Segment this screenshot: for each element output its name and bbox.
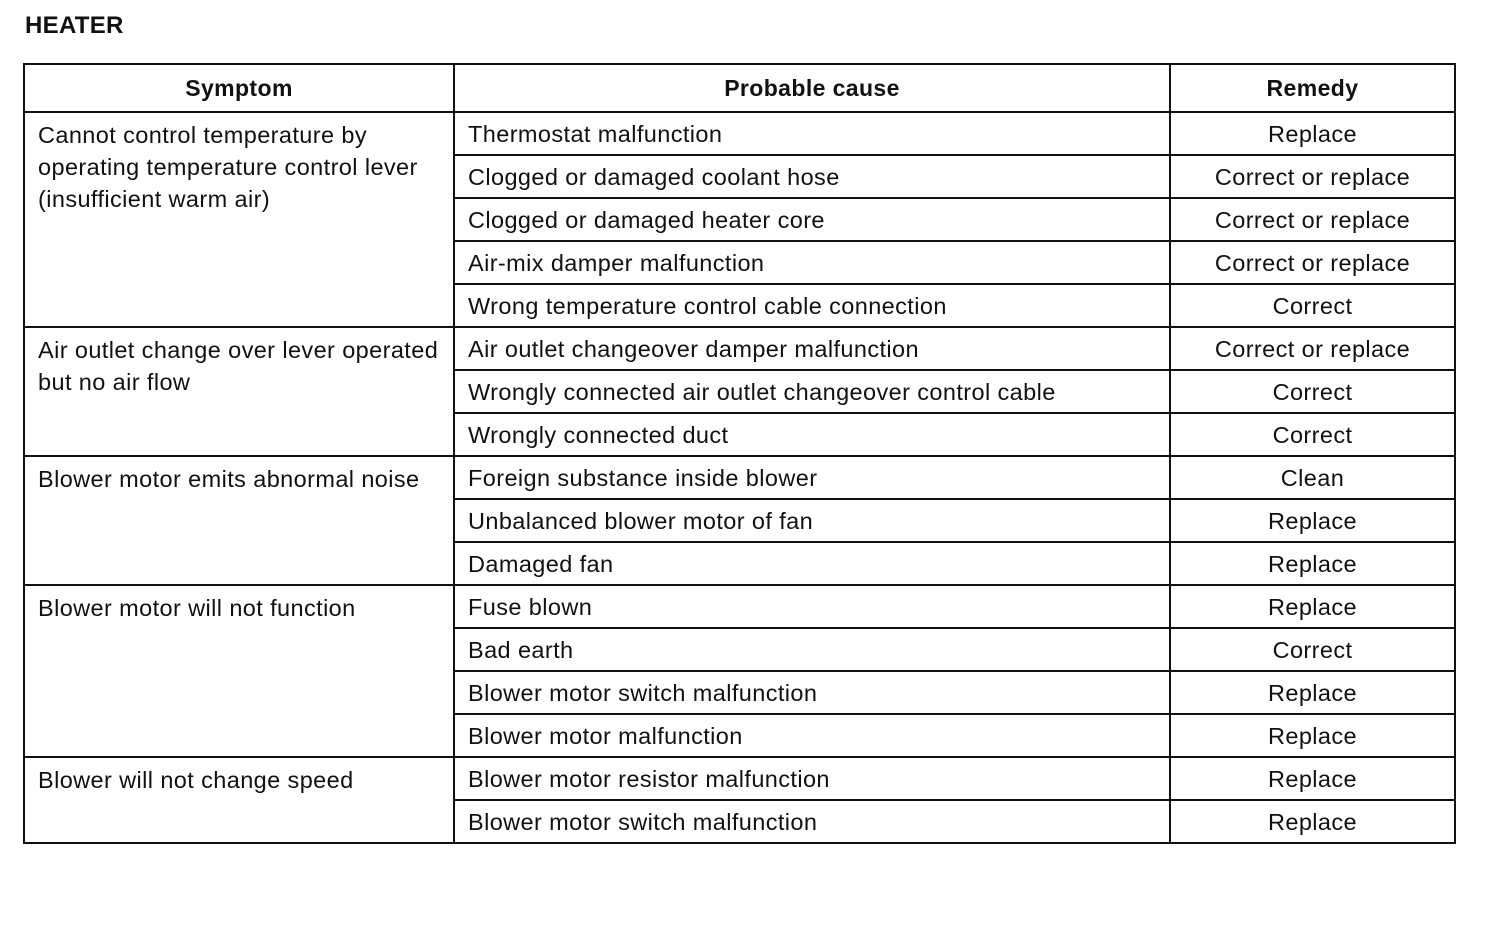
remedy-cell: Replace bbox=[1170, 800, 1455, 843]
remedy-cell: Correct bbox=[1170, 370, 1455, 413]
symptom-cell: Blower motor will not function bbox=[24, 585, 454, 757]
remedy-cell: Clean bbox=[1170, 456, 1455, 499]
probable-cause-cell: Air outlet changeover damper malfunction bbox=[454, 327, 1170, 370]
remedy-cell: Replace bbox=[1170, 499, 1455, 542]
remedy-cell: Replace bbox=[1170, 714, 1455, 757]
probable-cause-cell: Clogged or damaged heater core bbox=[454, 198, 1170, 241]
remedy-cell: Replace bbox=[1170, 542, 1455, 585]
probable-cause-cell: Blower motor switch malfunction bbox=[454, 671, 1170, 714]
symptom-cell: Air outlet change over lever operated but no air flow bbox=[24, 327, 454, 456]
table-row bbox=[24, 757, 1455, 800]
probable-cause-cell: Unbalanced blower motor of fan bbox=[454, 499, 1170, 542]
table-header-row bbox=[24, 64, 1455, 112]
probable-cause-cell: Wrongly connected duct bbox=[454, 413, 1170, 456]
page-title: HEATER bbox=[25, 12, 124, 39]
troubleshooting-table bbox=[23, 63, 1456, 844]
probable-cause-cell: Thermostat malfunction bbox=[454, 112, 1170, 155]
remedy-cell: Replace bbox=[1170, 671, 1455, 714]
table-body bbox=[24, 112, 1455, 843]
remedy-cell: Correct bbox=[1170, 413, 1455, 456]
remedy-cell: Correct bbox=[1170, 284, 1455, 327]
probable-cause-cell: Wrong temperature control cable connection bbox=[454, 284, 1170, 327]
remedy-cell: Replace bbox=[1170, 757, 1455, 800]
header-remedy: Remedy bbox=[1170, 64, 1455, 112]
table-row bbox=[24, 327, 1455, 370]
table-row bbox=[24, 456, 1455, 499]
remedy-cell: Correct or replace bbox=[1170, 241, 1455, 284]
header-probable-cause: Probable cause bbox=[454, 64, 1170, 112]
probable-cause-cell: Bad earth bbox=[454, 628, 1170, 671]
probable-cause-cell: Blower motor malfunction bbox=[454, 714, 1170, 757]
table-row bbox=[24, 585, 1455, 628]
remedy-cell: Correct or replace bbox=[1170, 327, 1455, 370]
remedy-cell: Replace bbox=[1170, 585, 1455, 628]
symptom-cell: Blower will not change speed bbox=[24, 757, 454, 843]
remedy-cell: Replace bbox=[1170, 112, 1455, 155]
remedy-cell: Correct or replace bbox=[1170, 198, 1455, 241]
probable-cause-cell: Wrongly connected air outlet changeover control cable bbox=[454, 370, 1170, 413]
remedy-cell: Correct bbox=[1170, 628, 1455, 671]
probable-cause-cell: Blower motor switch malfunction bbox=[454, 800, 1170, 843]
remedy-cell: Correct or replace bbox=[1170, 155, 1455, 198]
table-row bbox=[24, 112, 1455, 155]
probable-cause-cell: Damaged fan bbox=[454, 542, 1170, 585]
symptom-cell: Blower motor emits abnormal noise bbox=[24, 456, 454, 585]
probable-cause-cell: Clogged or damaged coolant hose bbox=[454, 155, 1170, 198]
probable-cause-cell: Foreign substance inside blower bbox=[454, 456, 1170, 499]
probable-cause-cell: Air-mix damper malfunction bbox=[454, 241, 1170, 284]
probable-cause-cell: Blower motor resistor malfunction bbox=[454, 757, 1170, 800]
symptom-cell: Cannot control temperature by operating temperature control lever (insufficient warm air) bbox=[24, 112, 454, 327]
probable-cause-cell: Fuse blown bbox=[454, 585, 1170, 628]
header-symptom: Symptom bbox=[24, 64, 454, 112]
